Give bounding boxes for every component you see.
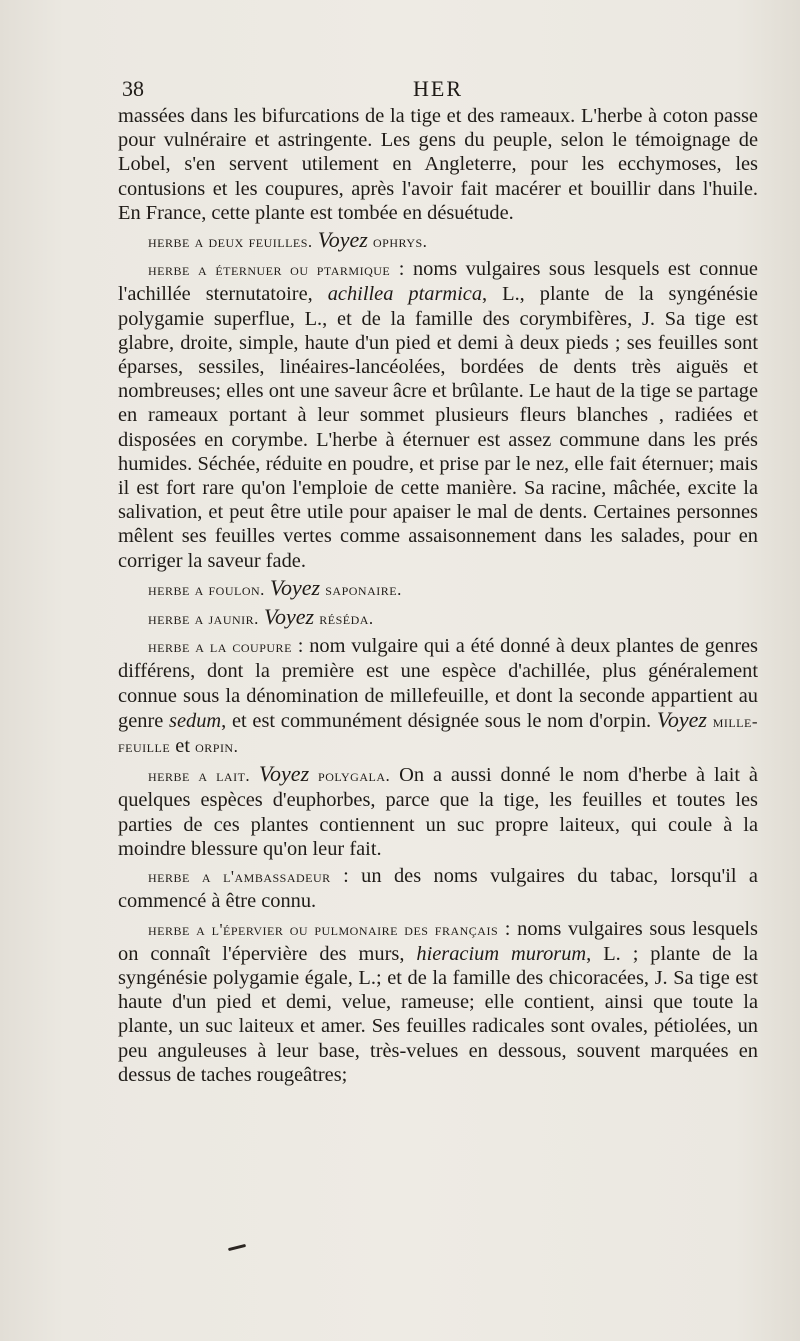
entry-text: , L. ; plante de la syngénésie polygamie égale, L.; et de la famille des chicoracées, J. Sa tige est haute d'un pied et demi, velue, rameuse; elle contient, ainsi que toute la plante, un suc laiteux et amer. Ses feuilles radicales sont ovales, pétiolées, un peu anguleuses à leur base, très-velues en dessous, souvent marquées en dessus de taches rougeâtres;: [118, 942, 758, 1086]
voyez-label: Voyez: [270, 574, 321, 600]
cross-reference: ophrys.: [372, 232, 428, 252]
voyez-label: Voyez: [264, 604, 315, 630]
latin-name: achillea ptarmica: [327, 283, 483, 306]
cross-reference: mille-feuille: [118, 711, 759, 757]
entry-herbe-a-eternuer: [118, 257, 758, 573]
entry-herbe-a-jaunir: [118, 605, 758, 631]
entry-herbe-a-foulon: [118, 576, 758, 602]
page-header: [118, 76, 758, 106]
entry-text: : noms vulgaires sous lesquels on connaît l'épervière des murs,: [118, 917, 758, 965]
entry-headword: herbe a l'épervier ou pulmonaire des français: [148, 919, 499, 939]
entry-herbe-a-l-epervier: [118, 917, 758, 1087]
entry-herbe-a-deux-feuilles: [118, 228, 758, 254]
running-head: HER: [413, 76, 463, 101]
entry-text: : noms vulgaires sous lesquels est connue l'achillée sternutatoire,: [118, 258, 758, 306]
cross-reference: polygala.: [318, 766, 391, 786]
ink-mark: [228, 1244, 246, 1251]
entry-herbe-a-lait: [118, 762, 758, 861]
page-body: [118, 104, 758, 1087]
entry-text: : nom vulgaire qui a été donné à deux plantes de genres différens, dont la première est une espèce d'achillée, plus généralement connue sous la dénomination de millefeuille, et dont la seconde appartient au genre: [118, 635, 758, 732]
cross-reference: réséda.: [319, 609, 374, 629]
voyez-label: Voyez: [259, 761, 310, 787]
entry-text: , L., plante de la syngénésie polygamie superflue, L., et de la famille des corymbifères, J. Sa tige est glabre, droite, simple, haute d'un pied et demi à deux pieds ; ses feuilles sont éparses, sessiles, linéaires-lancéolées, bordées de dents très aiguës et nombreuses; elles ont une saveur âcre et brûlante. Le haut de la tige se partage en rameaux portant à leur sommet plusieurs fleurs blanches , radiées et disposées en corymbe. L'herbe à éternuer est assez commune dans les prés humides. Séchée, réduite en poudre, et prise par le nez, elle fait éternuer; mais il est fort rare qu'on l'emploie de cette manière. Sa racine, mâchée, excite la salivation, et peut être utile pour apaiser le mal de dents. Certaines personnes mêlent ses feuilles vertes comme assaisonnement dans les salades, pour en corriger la saveur fade.: [118, 283, 758, 572]
entry-herbe-a-la-coupure: [118, 634, 758, 759]
entry-headword: herbe a jaunir.: [148, 609, 259, 629]
entry-headword: herbe a éternuer ou ptarmique: [148, 260, 391, 280]
voyez-label: Voyez: [317, 227, 368, 253]
entry-herbe-a-l-ambassadeur: [118, 864, 758, 913]
entry-text: et: [175, 735, 190, 758]
entry-text: : un des noms vulgaires du tabac, lorsqu'il a commencé à être connu.: [118, 865, 758, 913]
voyez-label: Voyez: [656, 706, 707, 732]
entry-text: On a aussi donné le nom d'herbe à lait à quelques espèces d'euphorbes, parce que la tige, les feuilles et toutes les parties de ces plantes contiennent un suc propre laiteux, qui coule à la moindre blessure qu'on leur fait.: [118, 764, 758, 860]
latin-name: sedum: [169, 709, 222, 732]
entry-headword: herbe a foulon.: [148, 579, 265, 599]
entry-headword: herbe a la coupure: [148, 637, 292, 657]
cross-reference: saponaire.: [325, 579, 402, 599]
entry-headword: herbe a lait.: [148, 766, 251, 786]
entry-headword: herbe a deux feuilles.: [148, 232, 313, 252]
continued-paragraph: massées dans les bifurcations de la tige et des rameaux. L'herbe à coton passe pour vulnéraire et astringente. Les gens du peuple, selon le témoignage de Lobel, s'en servent utilement en Angleterre, pour les ecchymoses, les contusions et les coupures, après l'avoir fait macérer et bouillir dans l'huile. En France, cette plante est tombée en désuétude.: [118, 105, 758, 224]
entry-headword: herbe a l'ambassadeur: [148, 867, 331, 887]
page-number: 38: [122, 76, 144, 101]
entry-text: , et est communément désignée sous le nom d'orpin.: [221, 709, 652, 732]
latin-name: hieracium murorum: [416, 942, 587, 965]
cross-reference: orpin.: [195, 737, 239, 757]
